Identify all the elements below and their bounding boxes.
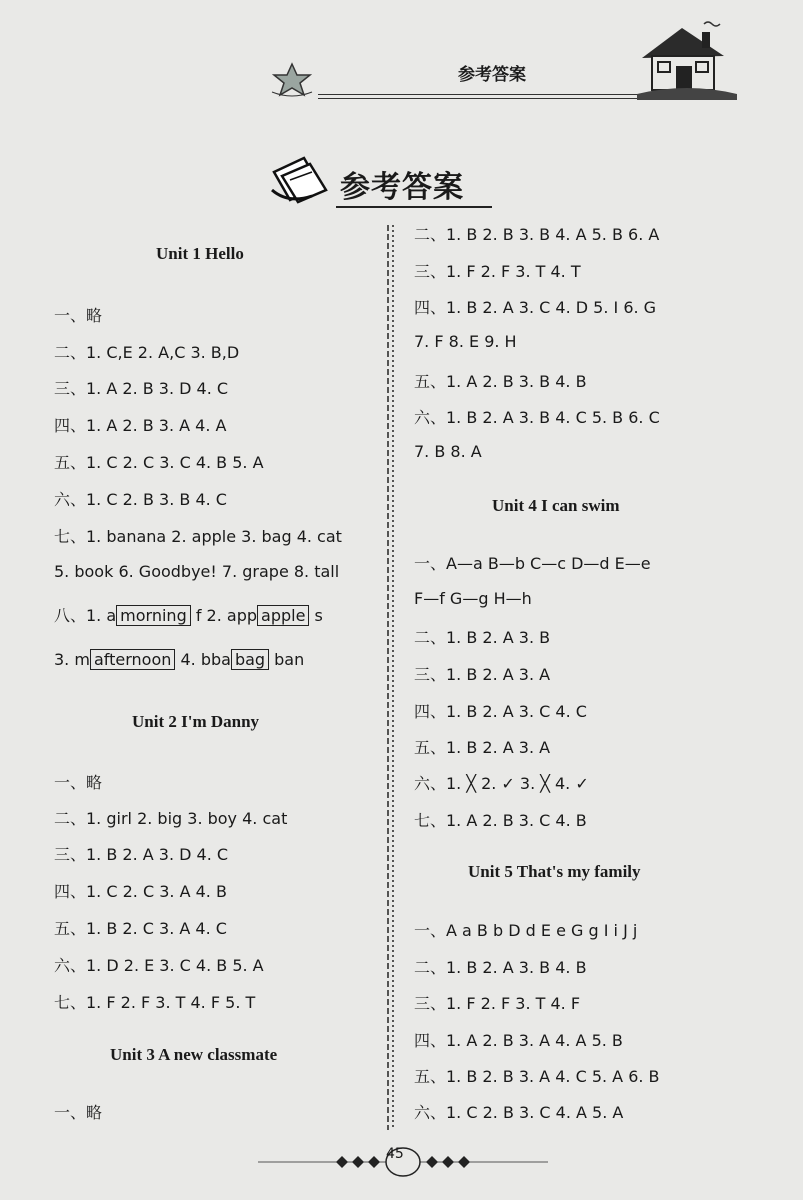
u2-line1: 一、略 — [54, 773, 103, 792]
book-pages-icon — [268, 152, 334, 206]
u1-line4: 四、1. A 2. B 3. A 4. A — [54, 416, 227, 435]
u1-line3: 三、1. A 2. B 3. D 4. C — [54, 379, 229, 398]
u1-l9-part5: s — [309, 606, 323, 625]
u3-line3: 三、1. F 2. F 3. T 4. T — [414, 262, 581, 281]
u4-line6: 五、1. B 2. A 3. A — [414, 738, 551, 757]
header-title: 参考答案 — [458, 65, 526, 85]
boxed-word-bag: bag — [231, 649, 269, 670]
u1-line6: 六、1. C 2. B 3. B 4. C — [54, 490, 227, 509]
unit1-title: Unit 1 Hello — [156, 244, 244, 263]
unit2-title: Unit 2 I'm Danny — [132, 712, 260, 731]
u4-line1: 一、A—a B—b C—c D—d E—e — [414, 554, 651, 573]
u4-line8: 七、1. A 2. B 3. C 4. B — [414, 811, 587, 830]
house-illustration-icon — [632, 18, 742, 108]
u5-line6: 六、1. C 2. B 3. C 4. A 5. A — [414, 1103, 624, 1122]
u1-line5: 五、1. C 2. C 3. C 4. B 5. A — [54, 453, 264, 472]
boxed-word-morning: morning — [116, 605, 191, 626]
u2-line4: 四、1. C 2. C 3. A 4. B — [54, 882, 227, 901]
u3-line7: 六、1. B 2. A 3. B 4. C 5. B 6. C — [414, 408, 660, 427]
unit5-title: Unit 5 That's my family — [468, 862, 641, 881]
u5-line2: 二、1. B 2. A 3. B 4. B — [414, 958, 587, 977]
u4-line2: F—f G—g H—h — [414, 589, 532, 608]
u4-line3: 二、1. B 2. A 3. B — [414, 628, 551, 647]
u1-line10 — [54, 650, 304, 669]
u1-line1: 一、略 — [54, 306, 103, 325]
boxed-word-apple: apple — [257, 605, 309, 626]
u2-line6: 六、1. D 2. E 3. C 4. B 5. A — [54, 956, 264, 975]
u1-line7: 七、1. banana 2. apple 3. bag 4. cat — [54, 527, 342, 546]
u1-line9 — [54, 603, 323, 626]
u1-l10-part3: 4. bba — [175, 650, 231, 669]
column-divider — [386, 225, 396, 1130]
unit3-title: Unit 3 A new classmate — [110, 1045, 278, 1064]
boxed-word-afternoon: afternoon — [90, 649, 175, 670]
u3-line1: 一、略 — [54, 1103, 103, 1122]
u3-line8: 7. B 8. A — [414, 442, 482, 461]
u2-line5: 五、1. B 2. C 3. A 4. C — [54, 919, 227, 938]
u3-line5: 7. F 8. E 9. H — [414, 332, 517, 351]
u3-line2: 二、1. B 2. B 3. B 4. A 5. B 6. A — [414, 225, 660, 244]
u1-l9-part1: 八、1. a — [54, 606, 117, 625]
u2-line7: 七、1. F 2. F 3. T 4. F 5. T — [54, 993, 256, 1012]
u1-l10-part5: ban — [269, 650, 305, 669]
u2-line2: 二、1. girl 2. big 3. boy 4. cat — [54, 809, 288, 828]
star-badge-icon — [270, 62, 314, 98]
u4-line4: 三、1. B 2. A 3. A — [414, 665, 551, 684]
u5-line3: 三、1. F 2. F 3. T 4. F — [414, 994, 581, 1013]
u5-line5: 五、1. B 2. B 3. A 4. C 5. A 6. B — [414, 1067, 660, 1086]
u4-line7: 六、1. ╳ 2. ✓ 3. ╳ 4. ✓ — [414, 774, 589, 793]
u1-l9-part3: f 2. app — [190, 606, 258, 625]
page-number: 45 — [386, 1146, 404, 1162]
page-title: 参考答案 — [340, 170, 464, 205]
u1-line8: 5. book 6. Goodbye! 7. grape 8. tall — [54, 562, 340, 581]
u3-line6: 五、1. A 2. B 3. B 4. B — [414, 372, 587, 391]
u5-line1: 一、A a B b D d E e G g I i J j — [414, 921, 638, 940]
u1-l10-part1: 3. m — [54, 650, 90, 669]
u3-line4: 四、1. B 2. A 3. C 4. D 5. I 6. G — [414, 298, 657, 317]
u2-line3: 三、1. B 2. A 3. D 4. C — [54, 845, 229, 864]
u5-line4: 四、1. A 2. B 3. A 4. A 5. B — [414, 1031, 623, 1050]
u4-line5: 四、1. B 2. A 3. C 4. C — [414, 702, 587, 721]
title-underline — [336, 206, 492, 208]
u1-line2: 二、1. C,E 2. A,C 3. B,D — [54, 343, 240, 362]
unit4-title: Unit 4 I can swim — [492, 496, 620, 515]
